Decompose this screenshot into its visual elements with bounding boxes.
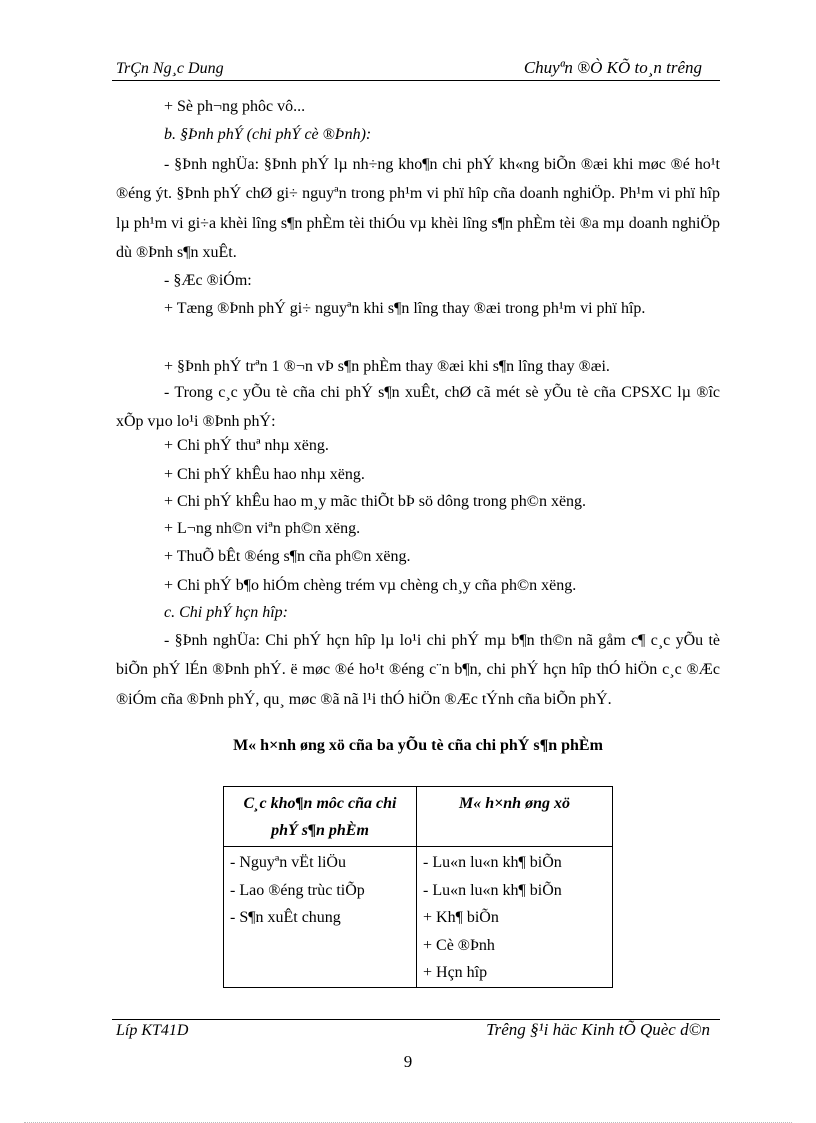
body-paragraph: + §Þnh phÝ trªn 1 ®¬n vÞ s¶n phÈm thay ®æi khi s¶n lîng thay ®æi. [164,358,610,375]
list-item: - Lao ®éng trùc tiÕp [230,881,365,899]
table-cell-cost-items [224,847,417,988]
list-item: + Hçn hîp [423,964,488,982]
body-paragraph: + Tæng ®Þnh phÝ gi÷ nguyªn khi s¶n lîng thay ®æi trong ph¹m vi phï hîp. [164,300,646,317]
table-header-cost-items: C¸c kho¶n môc cña chi phÝ s¶n phÈm [224,787,417,847]
list-item: - Lu«n lu«n kh¶ biÕn [423,881,562,899]
header-rule [112,80,720,81]
table-header-behavior: M« h×nh øng xö [417,787,613,847]
body-paragraph: - §Þnh nghÜa: §Þnh phÝ lµ nh÷ng kho¶n chi phÝ kh«ng biÕn ®æi khi møc ®é ho¹t ®éng ýt. §Þnh phÝ chØ gi÷ nguyªn trong ph¹m vi phï hîp cña doanh nghiÖp. Ph¹m vi phï hîp lµ ph¹m vi gi÷a khèi lîng s¶n phÈm tèi thiÓu vµ khèi lîng s¶n phÈm tèi ®a mµ doanh nghiÖp dù ®Þnh s¶n xuÊt. [116,156,720,262]
list-item: + Kh¶ biÕn [423,909,499,927]
list-item: + Cè ®Þnh [423,936,495,954]
body-paragraph: c. Chi phÝ hçn hîp: [164,604,288,621]
body-paragraph: + Chi phÝ khÊu hao nhµ xëng. [164,466,365,483]
body-paragraph: + Chi phÝ khÊu hao m¸y mãc thiÕt bÞ sö dông trong ph©n xëng. [164,493,587,510]
body-paragraph: + Chi phÝ b¶o hiÓm chèng trém vµ chèng ch¸y cña ph©n xëng. [164,577,577,594]
body-paragraph: + L¬ng nh©n viªn ph©n xëng. [164,520,361,537]
body-paragraph: - Trong c¸c yÕu tè cña chi phÝ s¶n xuÊt, chØ cã mét sè yÕu tè cña CPSXC lµ ®îc xÕp vµo lo¹i ®Þnh phÝ: [116,384,720,431]
body-paragraph: b. §Þnh phÝ (chi phÝ cè ®Þnh): [164,126,372,143]
table-cell-behavior [417,847,613,988]
body-paragraph: + Chi phÝ thuª nhµ xëng. [164,437,329,454]
list-item: - S¶n xuÊt chung [230,909,341,927]
header-title: Chuyªn ®Ò KÕ to¸n trêng [523,58,702,77]
body-paragraph: + Sè ph¬ng phôc vô... [164,98,306,115]
table-caption: M« h×nh øng xö cña ba yÕu tè cña chi phÝ s¶n phÈm [233,737,603,754]
page-number: 9 [403,1052,413,1071]
table-row [224,847,613,988]
body-paragraph: - §Þnh nghÜa: Chi phÝ hçn hîp lµ lo¹i chi phÝ mµ b¶n th©n nã gåm c¶ c¸c yÕu tè biÕn phÝ lÉn ®Þnh phÝ. ë møc ®é ho¹t ®éng c¨n b¶n, chi phÝ hçn hîp thÓ hiÖn c¸c ®Æc ®iÓm cña ®Þnh phÝ, qu¸ møc ®ã nã l¹i thÓ hiÖn ®Æc tÝnh cña biÕn phÝ. [116,632,720,708]
list-item: - Nguyªn vËt liÖu [230,854,346,871]
footer-class: Líp KT41D [116,1022,189,1039]
body-paragraph: + ThuÕ bÊt ®éng s¶n cña ph©n xëng. [164,548,411,565]
footer-university: Trêng §¹i häc Kinh tÕ Quèc d©n [486,1020,710,1039]
list-item: - Lu«n lu«n kh¶ biÕn [423,854,562,871]
body-paragraph: - §Æc ®iÓm: [164,272,252,289]
header-author: TrÇn Ng¸c Dung [116,60,224,77]
table-header-row [224,787,613,847]
behavior-table [223,786,613,988]
